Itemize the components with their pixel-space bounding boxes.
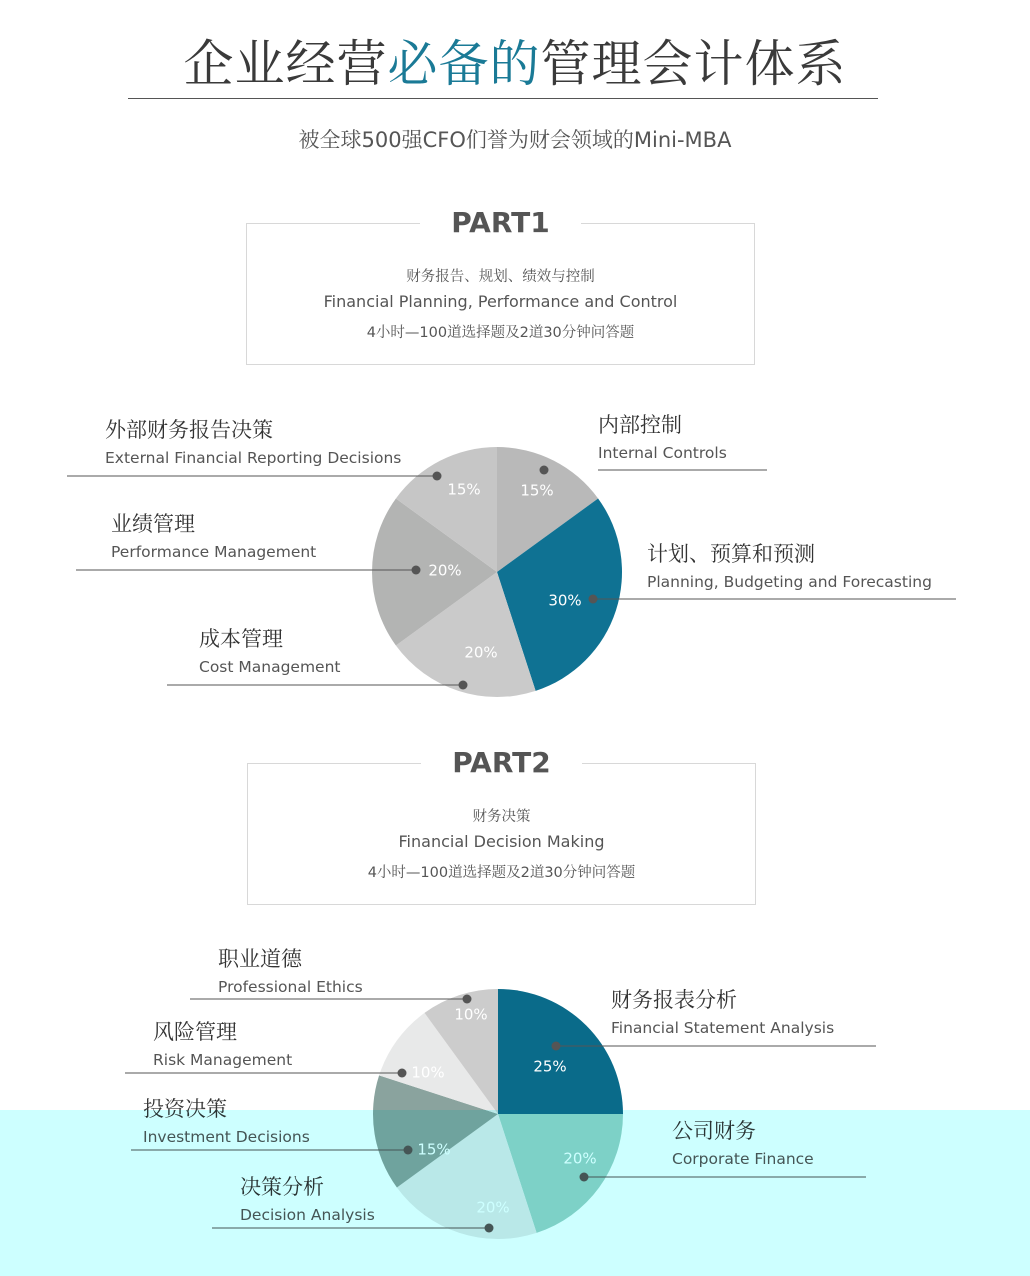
part1-line-en: Financial Planning, Performance and Control — [323, 292, 678, 311]
chart2-slice-1-label-cn: 财务报表分析 — [611, 988, 737, 1012]
chart1-slice-1-percent-label: 15% — [520, 481, 554, 500]
chart2-slice-2-label-cn: 公司财务 — [672, 1119, 756, 1143]
chart2-slice-5-percent-label: 10% — [411, 1063, 445, 1082]
chart1-slice-1-label-en: Internal Controls — [598, 444, 727, 462]
chart2-slice-5-label-cn: 风险管理 — [153, 1020, 237, 1044]
chart1-slice-4-leader-dot — [412, 566, 421, 575]
chart1-slice-5-label-en: External Financial Reporting Decisions — [105, 449, 402, 467]
chart2-slice-1-label-en: Financial Statement Analysis — [611, 1019, 835, 1037]
chart1-slice-2-label-cn: 计划、预算和预测 — [647, 542, 815, 566]
chart1-slice-5-percent-label: 15% — [447, 480, 481, 499]
chart1-slice-3-label-en: Cost Management — [199, 658, 341, 676]
part1-title: PART1 — [420, 206, 581, 242]
chart1-slice-2-label-en: Planning, Budgeting and Forecasting — [647, 573, 932, 591]
chart2-slice-5-leader-dot — [398, 1069, 407, 1078]
chart2-slice-1-leader-dot — [552, 1042, 561, 1051]
part2-line-time: 4小时—100道选择题及2道30分钟问答题 — [367, 865, 636, 881]
chart2-slice-3-label-en: Decision Analysis — [240, 1206, 375, 1224]
chart1-slice-2-percent-label: 30% — [548, 591, 582, 610]
chart2-slice-4-percent-label: 15% — [417, 1140, 451, 1159]
chart1-slice-3-percent-label: 20% — [464, 643, 498, 662]
chart2-slice-1 — [498, 989, 623, 1114]
chart2-slice-6-label-cn: 职业道德 — [218, 947, 302, 971]
chart2-slice-4-label-en: Investment Decisions — [143, 1128, 310, 1146]
chart2-slice-6-label-en: Professional Ethics — [218, 978, 363, 996]
chart1-slice-2-leader-dot — [589, 595, 598, 604]
part1-line-cn: 财务报告、规划、绩效与控制 — [406, 269, 595, 285]
title-part1: 企业经营 — [183, 35, 388, 93]
page-subtitle: 被全球500强CFO们誉为财会领域的Mini-MBA — [298, 128, 732, 152]
cyan-overlay-band — [0, 1110, 1030, 1276]
part2-title: PART2 — [421, 746, 582, 782]
chart2-slice-1-percent-label: 25% — [533, 1057, 567, 1076]
chart1-slice-1-label-cn: 内部控制 — [598, 413, 682, 437]
chart2-slice-2-percent-label: 20% — [563, 1149, 597, 1168]
title-highlight: 必备的 — [387, 35, 541, 93]
chart1-slice-4-label-en: Performance Management — [111, 543, 317, 561]
chart2-slice-6-percent-label: 10% — [454, 1005, 488, 1024]
part2-line-cn: 财务决策 — [472, 809, 531, 825]
part1-line-time: 4小时—100道选择题及2道30分钟问答题 — [366, 325, 635, 341]
chart1-slice-1-leader-dot — [540, 466, 549, 475]
chart1-slice-5-leader-dot — [433, 472, 442, 481]
chart2-slice-5-label-en: Risk Management — [153, 1051, 293, 1069]
chart2-slice-2-label-en: Corporate Finance — [672, 1150, 814, 1168]
chart1-slice-4-percent-label: 20% — [428, 561, 462, 580]
chart1-slice-5-label-cn: 外部财务报告决策 — [105, 418, 273, 442]
part2-line-en: Financial Decision Making — [398, 832, 605, 851]
chart1-slice-3-label-cn: 成本管理 — [199, 627, 283, 651]
title-part2: 管理会计体系 — [540, 35, 847, 93]
chart2-slice-4-label-cn: 投资决策 — [143, 1097, 227, 1121]
chart1-slice-3-leader-dot — [459, 681, 468, 690]
chart2-slice-6-leader-dot — [463, 995, 472, 1004]
chart2-slice-3-percent-label: 20% — [476, 1198, 510, 1217]
chart1-slice-4-label-cn: 业绩管理 — [111, 512, 195, 536]
chart2-slice-3-label-cn: 决策分析 — [240, 1175, 324, 1199]
